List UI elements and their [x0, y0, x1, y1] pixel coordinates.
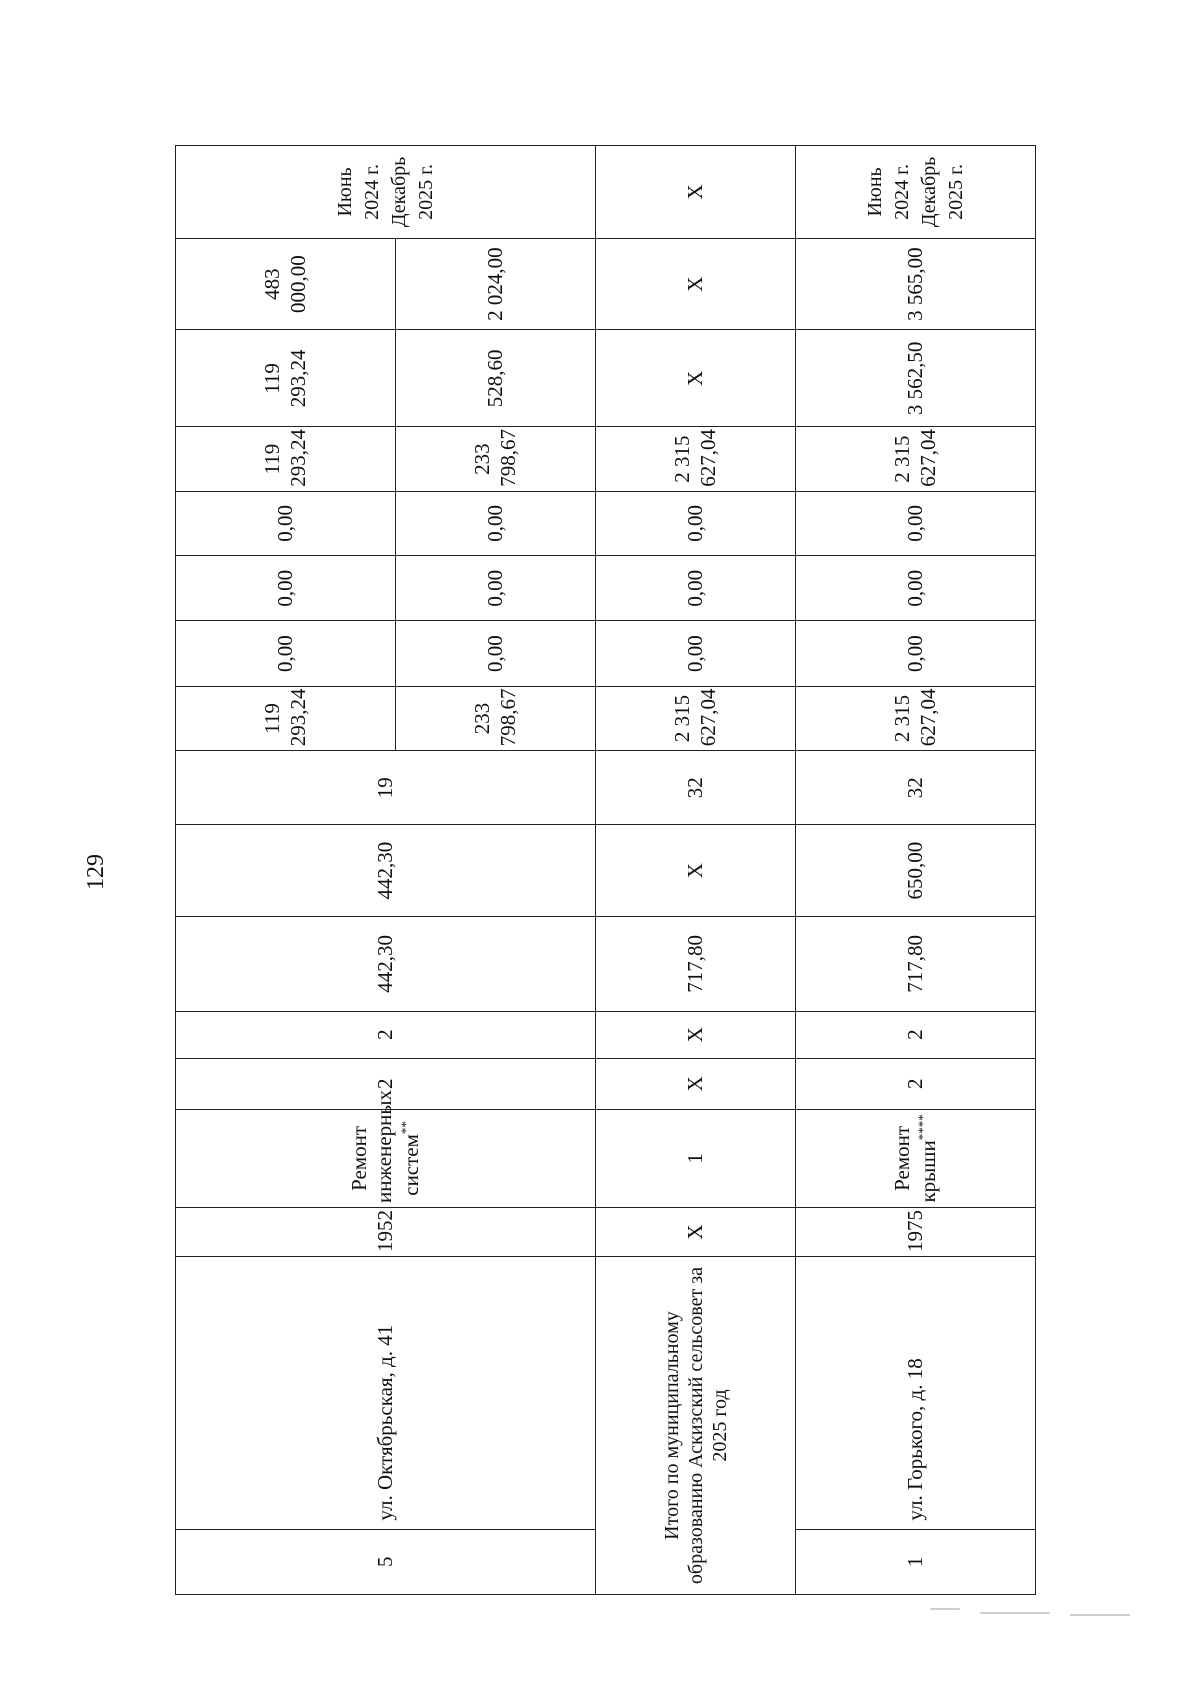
area-cell: 442,30: [176, 825, 596, 917]
fund-cell: 0,00: [796, 491, 1036, 555]
owners-funds-cell: 119 293,24: [176, 427, 396, 491]
work-type-footnote-mark: **: [397, 1121, 413, 1135]
owners-funds-cell: 233 798,67: [396, 427, 596, 491]
residents-count-cell: 32: [596, 751, 796, 825]
residents-count-cell: 19: [176, 751, 596, 825]
area-cell: 717,80: [796, 916, 1036, 1011]
work-type-label: Ремонт инженерных систем: [347, 1090, 423, 1203]
limit-cost-cell: Х: [596, 238, 796, 330]
limit-cost-cell: 483 000,00: [176, 238, 396, 330]
value-cell: Х: [596, 1058, 796, 1109]
value-cell: 2: [796, 1058, 1036, 1109]
value-cell: 2: [796, 1011, 1036, 1058]
period-end: Декабрь 2025 г.: [387, 156, 437, 228]
period-start: Июнь 2024 г.: [333, 163, 383, 220]
fund-cell: 0,00: [176, 556, 396, 621]
period-start: Июнь 2024 г.: [863, 163, 913, 220]
year-cell: 1975: [796, 1207, 1036, 1256]
scan-speck: [930, 1608, 960, 1610]
year-cell: 1952: [176, 1207, 596, 1256]
fund-cell: 0,00: [176, 621, 396, 686]
area-cell: 442,30: [176, 916, 596, 1011]
total-cost-cell: 119 293,24: [176, 686, 396, 750]
fund-cell: 0,00: [396, 491, 596, 555]
rotated-table-wrapper: [175, 145, 1035, 1595]
unit-cost-cell: 528,60: [396, 330, 596, 427]
fund-cell: 0,00: [596, 491, 796, 555]
unit-cost-cell: Х: [596, 330, 796, 427]
year-cell: Х: [596, 1207, 796, 1256]
fund-cell: 0,00: [396, 621, 596, 686]
owners-funds-cell: 2 315 627,04: [596, 427, 796, 491]
total-label-cell: Итого по муниципальному образованию Аскизский сельсовет за 2025 год: [596, 1257, 796, 1595]
total-cost-cell: 2 315 627,04: [796, 686, 1036, 750]
value-cell: 2: [176, 1011, 596, 1058]
row-number: 5: [176, 1529, 596, 1594]
table-row-oktyabrskaya: [176, 146, 396, 1595]
period-end: Декабрь 2025 г.: [917, 156, 967, 228]
value-cell: 2: [176, 1058, 596, 1109]
period-cell: Х: [596, 146, 796, 239]
table-row-gorkogo: [796, 146, 1036, 1595]
unit-cost-cell: 119 293,24: [176, 330, 396, 427]
table-container: [175, 145, 1035, 1595]
area-cell: Х: [596, 825, 796, 917]
value-cell: Х: [596, 1011, 796, 1058]
fund-cell: 0,00: [176, 491, 396, 555]
limit-cost-cell: 2 024,00: [396, 238, 596, 330]
residents-count-cell: 32: [796, 751, 1036, 825]
repair-cost-table: [175, 145, 1036, 1595]
owners-funds-cell: 2 315 627,04: [796, 427, 1036, 491]
work-type-cell: [176, 1090, 596, 1207]
period-cell: [176, 146, 596, 239]
row-number: 1: [796, 1529, 1036, 1594]
period-cell: [796, 146, 1036, 239]
page-number: 129: [83, 854, 109, 890]
unit-cost-cell: 3 562,50: [796, 330, 1036, 427]
fund-cell: 0,00: [596, 621, 796, 686]
work-type-cell: [796, 1109, 1036, 1207]
area-cell: 717,80: [596, 916, 796, 1011]
address-cell: ул. Октябрьская, д. 41: [176, 1257, 596, 1530]
scan-speck: [980, 1612, 1050, 1614]
fund-cell: 0,00: [596, 556, 796, 621]
work-type-cell: 1: [596, 1109, 796, 1207]
area-cell: 650,00: [796, 825, 1036, 917]
address-cell: ул. Горького, д. 18: [796, 1257, 1036, 1530]
fund-cell: 0,00: [796, 556, 1036, 621]
fund-cell: 0,00: [796, 621, 1036, 686]
work-type-label: Ремонт крыши: [889, 1125, 940, 1203]
fund-cell: 0,00: [396, 556, 596, 621]
work-type-footnote-mark: ****: [915, 1114, 930, 1141]
total-cost-cell: 233 798,67: [396, 686, 596, 750]
table-row-total: [596, 146, 796, 1595]
total-cost-cell: 2 315 627,04: [596, 686, 796, 750]
scan-speck: [1070, 1614, 1130, 1616]
limit-cost-cell: 3 565,00: [796, 238, 1036, 330]
